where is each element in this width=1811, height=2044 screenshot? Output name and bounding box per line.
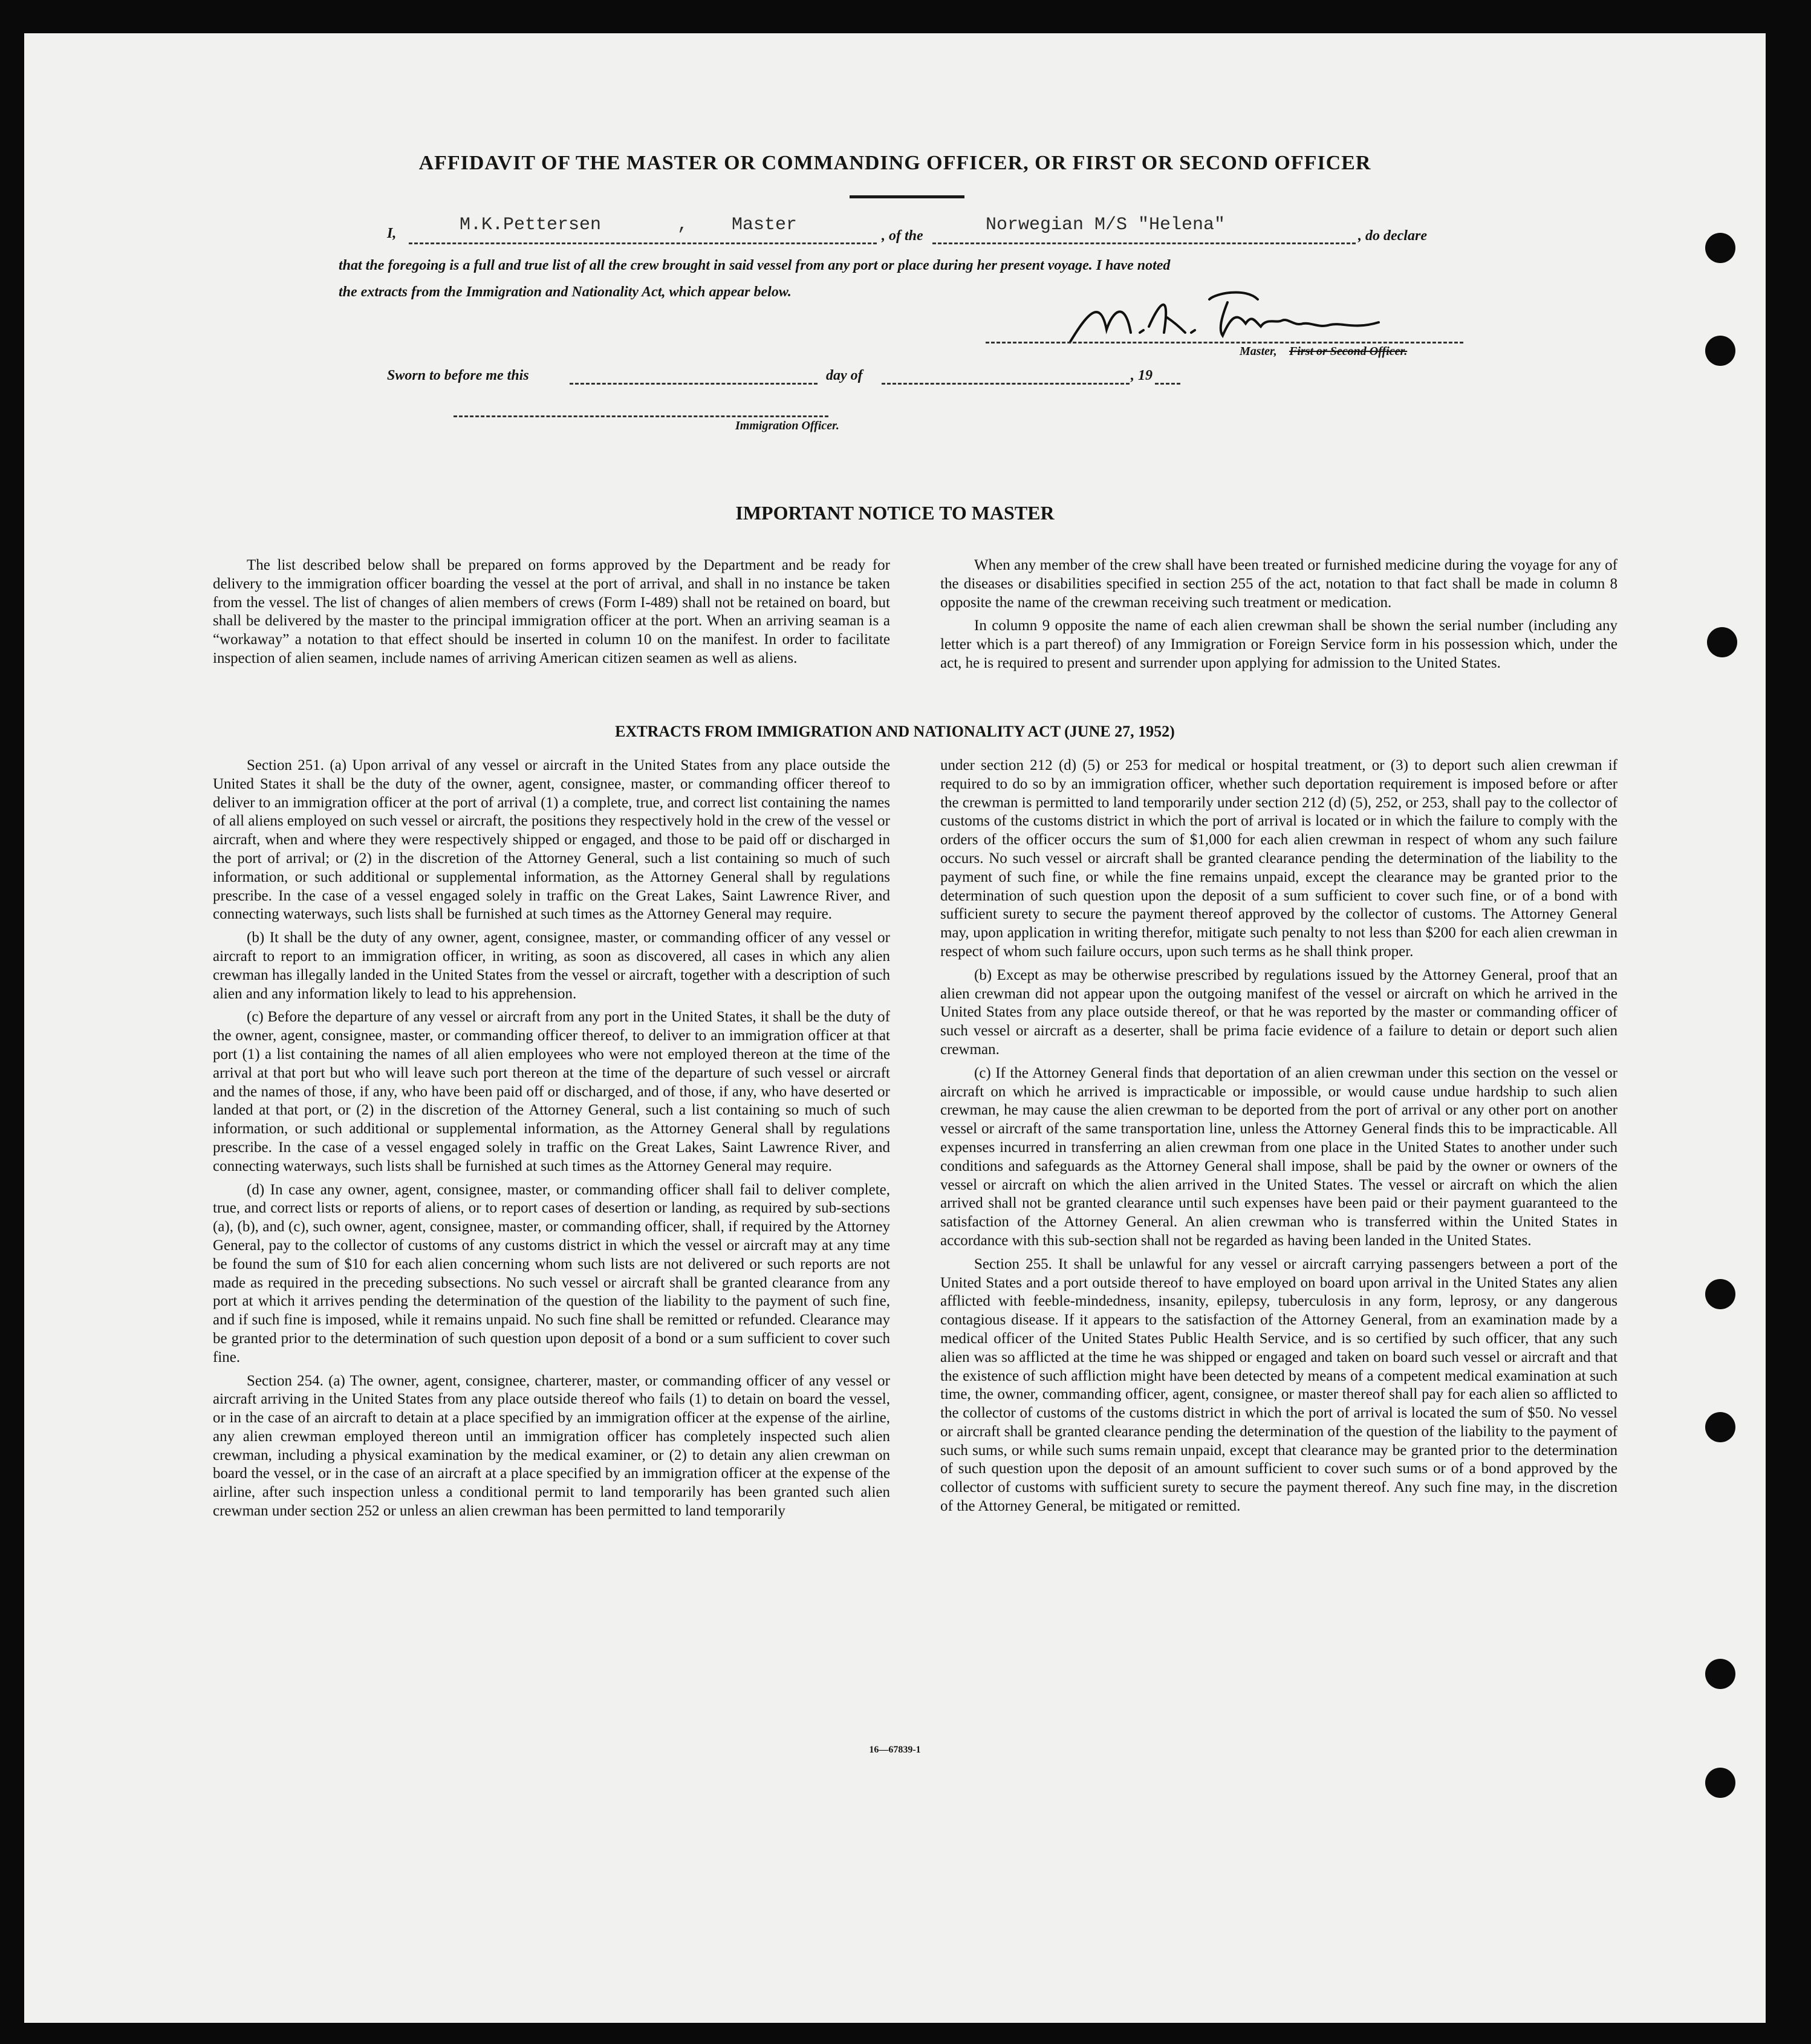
notice-left-paragraph: The list described below shall be prepared on forms approved by the Department and be ready for delivery to the immigration officer boarding the vessel at the port of arrival, and shall in no instance be taken from the vessel. The list of changes of alien members of crews (Form I-489) shall not be retained on board, but shall be delivered by the master to the principal immigration officer at the port. When an arriving seaman is a “workaway” a notation to that effect should be inserted in column 10 on the manifest. In order to facilitate inspection of alien seamen, include names of arriving American citizen seamen as well as aliens. xyxy=(213,557,890,666)
declare-label: , do declare xyxy=(1358,228,1427,244)
i-label: I, xyxy=(387,226,397,241)
affidavit-statement-line-1: that the foregoing is a full and true list of all the crew brought in said vessel from any port or place during her present voyage. I have noted xyxy=(339,258,1171,273)
immigration-officer-signature-field[interactable] xyxy=(454,415,828,417)
year-label: , 19 xyxy=(1131,368,1153,383)
section-251-c: (c) Before the departure of any vessel or aircraft from any port in the United States, it shall be the duty of the owner, agent, consignee, master, or commanding officer thereof, to deliver to an immigration officer at that port (1) a list containing the names of all alien employees who were not employed thereon at the time of the arrival at that port but who will leave such port thereon at the time of the departure of such vessel or aircraft and the names of those, if any, who have been paid off or discharged, and of those, if any, who have deserted or landed at that port, or (2) in the discretion of the Attorney General, such a list containing so much of such information, or such additional or supplemental information, as the Attorney General shall by regulations prescribe. In the case of a vessel engaged solely in traffic on the Great Lakes, Saint Lawrence River, and connecting waterways, such lists shall be furnished at such times as the Attorney General may require. xyxy=(213,1009,890,1174)
immigration-officer-caption: Immigration Officer. xyxy=(735,419,839,432)
binder-hole xyxy=(1705,1412,1735,1442)
master-name-field[interactable]: M.K.Pettersen xyxy=(460,215,602,235)
sworn-month-field[interactable] xyxy=(882,383,1130,385)
section-254-c: (c) If the Attorney General finds that deportation of an alien crewman under this section on the vessel or aircraft on which he arrived is impracticable or impossible, or would cause undue hardship to such alien crewman, he may cause the alien crewman to be deported from the port of arrival or any other port on another vessel or aircraft of the same transportation line, unless the Attorney General finds this to be impracticable. All expenses incurred in transferring an alien crewman from one place in the United States to another under such conditions and safeguards as the Attorney General shall impose, shall be paid by the owner or owners of the vessel or aircraft on which the alien arrived in the United States. The vessel or aircraft on which the alien arrived shall not be granted clearance until such expenses have been paid or their payment guaranteed to the satisfaction of the Attorney General. An alien crewman who is transferred within the United States in accordance with this sub-section shall not be regarded as having been landed in the United States. xyxy=(940,1064,1618,1249)
form-code: 16—67839-1 xyxy=(869,1745,921,1755)
day-of-label: day of xyxy=(826,368,863,383)
section-254-b: (b) Except as may be otherwise prescribed by regulations issued by the Attorney General, proof that an alien crewman did not appear upon the outgoing manifest of the vessel or aircraft on which he arrived in the United States from any place outside thereof, or that he was reported by the master or commanding officer of such vessel or aircraft as a deserter, shall be prima facie evidence of a failure to detain or deport such alien crewman. xyxy=(940,966,1618,1058)
extracts-right-column xyxy=(940,757,1618,1516)
section-251-d: (d) In case any owner, agent, consignee, master, or commanding officer shall fail to deliver complete, true, and correct lists or reports of aliens, or to report cases of desertion or landing, as required by sub-sections (a), (b), and (c), such owner, agent, consignee, master, or commanding officer, shall, if required by the Attorney General, pay to the collector of customs of any customs district in which the vessel or aircraft may at any time be found the sum of $10 for each alien concerning whom such lists are not delivered or such reports are not made as required in the preceding subsections. No such vessel or aircraft shall be granted clearance from any port at which it arrives pending the determination of the question of the liability to the payment of such fine, and if such fine is imposed, while it remains unpaid. No such fine shall be remitted or refunded. Clearance may be granted prior to the determination of such question upon deposit of a bond or a sum sufficient to cover such fine. xyxy=(213,1181,890,1365)
section-255: Section 255. It shall be unlawful for any vessel or aircraft carrying passengers between a port of the United States and a port outside thereof to have employed on board upon arrival in the United States any alien afflicted with feeble-mindedness, insanity, epilepsy, tuberculosis in any form, leprosy, or any dangerous contagious disease. If it appears to the satisfaction of the Attorney General, from an examination made by a medical officer of the United States Public Health Service, and is so certified by such officer, that any such alien was so afflicted at the time he was shipped or engaged and taken on board such vessel or aircraft and that the existence of such affliction might have been detected by means of a competent medical examination at such time, the owner, commanding officer, agent, consignee, or master thereof shall pay for each alien so afflicted to the collector of customs of the customs district in which the port of arrival is located the sum of $50. No vessel or aircraft shall be granted clearance pending the determination of the question of the liability to the payment of such sums, or while such sums remain unpaid, except that clearance may be granted prior to the determination of such question upon the deposit of an amount sufficient to cover such sums or of a bond approved by the collector of customs with sufficient surety to secure the payment thereof. Any such fine may, in the discretion of the Attorney General, be mitigated or remitted. xyxy=(940,1255,1618,1515)
name-rank-line xyxy=(409,242,877,244)
notice-left-column xyxy=(213,556,890,668)
document-title: AFFIDAVIT OF THE MASTER OR COMMANDING OFFICER, OR FIRST OR SECOND OFFICER xyxy=(418,152,1371,174)
binder-hole xyxy=(1705,1659,1735,1689)
binder-hole xyxy=(1705,1279,1735,1309)
extracts-left-column xyxy=(213,757,890,1521)
affidavit-statement-line-2: the extracts from the Immigration and Nationality Act, which appear below. xyxy=(339,284,792,300)
binder-hole xyxy=(1705,1768,1735,1798)
notice-right-column xyxy=(940,556,1618,673)
section-254-a-continued: under section 212 (d) (5) or 253 for medical or hospital treatment, or (3) to deport such alien crewman if required to do so by an immigration officer, whether such deportation requirement is imposed before or after the crewman is permitted to land temporarily under section 212 (d) (5), 252, or 253, shall pay to the collector of customs of the customs district in which the port of arrival is located or in which the failure to comply with the orders of the officer occurs the sum of $1,000 for each alien crewman in respect of whom any such failure occurs. No such vessel or aircraft shall be granted clearance pending the determination of the liability to the payment of such fine, or while the fine remains unpaid, except the clearance may be granted prior to the determination of such question upon the deposit of a sum sufficient to cover such fine, or of a bond with sufficient surety to secure the payment thereof approved by the collector of customs. The Attorney General may, upon application in writing therefor, mitigate such penalty to not less than $200 for each alien crewman in respect of whom such failure occurs, upon such terms as he shall think proper. xyxy=(940,757,1618,960)
title-underline xyxy=(850,195,964,198)
name-separator: , xyxy=(677,215,689,235)
sworn-label: Sworn to before me this xyxy=(387,368,529,383)
affidavit-page xyxy=(24,33,1766,2023)
signature-caption-struck: First or Second Officer. xyxy=(1289,345,1408,358)
vessel-line xyxy=(932,242,1356,244)
notice-right-paragraph-1: When any member of the crew shall have been treated or furnished medicine during the voyage for any of the diseases or disabilities specified in section 255 of the act, notation to that fact shall be made in column 8 opposite the name of the crewman receiving such treatment or medication. xyxy=(940,557,1618,611)
signature-caption-master: Master, xyxy=(1240,345,1277,358)
notice-right-paragraph-2: In column 9 opposite the name of each alien crewman shall be shown the serial number (including any letter which is a part thereof) of any Immigration or Foreign Service form in his possession which, under the act, he is required to present and surrender upon applying for admission to the United States. xyxy=(940,617,1618,671)
section-254-a: Section 254. (a) The owner, agent, consignee, charterer, master, or commanding officer of any vessel or aircraft arriving in the United States from any place outside thereof who fails (1) to detain on board the vessel, or in the case of an aircraft to detain at a place specified by an immigration officer at the expense of the airline, any alien crewman employed thereon until an immigration officer has completely inspected such alien crewman, including a physical examination by the medical examiner, or (2) to detain any alien crewman on board the vessel, or in the case of an aircraft at a place specified by an immigration officer at the expense of the airline, after such inspection unless a conditional permit to land temporarily has been granted such alien crewman under section 252 or unless an alien crewman has been permitted to land temporarily xyxy=(213,1372,890,1520)
notice-title: IMPORTANT NOTICE TO MASTER xyxy=(735,502,1055,524)
rank-field[interactable]: Master xyxy=(732,215,798,235)
section-251-b: (b) It shall be the duty of any owner, agent, consignee, master, or commanding officer of any vessel or aircraft to report to an immigration officer, in writing, as soon as discovered, all cases in which any alien crewman has illegally landed in the United States from the vessel or aircraft, together with a description of such alien and any information likely to lead to his apprehension. xyxy=(213,929,890,1002)
binder-hole xyxy=(1707,627,1737,657)
sworn-day-field[interactable] xyxy=(570,383,818,385)
extracts-title: EXTRACTS FROM IMMIGRATION AND NATIONALITY ACT (JUNE 27, 1952) xyxy=(615,723,1175,740)
of-the-label: , of the xyxy=(882,228,923,244)
section-251-a: Section 251. (a) Upon arrival of any vessel or aircraft in the United States from any place outside the United States it shall be the duty of the owner, agent, consignee, master, or commanding officer thereof to deliver to an immigration officer at the port of arrival (1) a complete, true, and correct list containing the names of all aliens employed on such vessel or aircraft, the positions they respectively hold in the crew of the vessel or aircraft, when and where they were respectively shipped or engaged, and those to be paid off or discharged in the port of arrival; or (2) in the discretion of the Attorney General, such a list containing so much of such information, or such additional or supplemental information, as the Attorney General shall by regulations prescribe. In the case of a vessel engaged solely in traffic on the Great Lakes, Saint Lawrence River, and connecting waterways, such lists shall be furnished at such times as the Attorney General may require. xyxy=(213,757,890,923)
signature-line xyxy=(986,342,1463,343)
sworn-year-field[interactable] xyxy=(1155,383,1180,385)
binder-hole xyxy=(1705,336,1735,366)
vessel-field[interactable]: Norwegian M/S "Helena" xyxy=(986,215,1226,235)
binder-hole xyxy=(1705,233,1735,263)
